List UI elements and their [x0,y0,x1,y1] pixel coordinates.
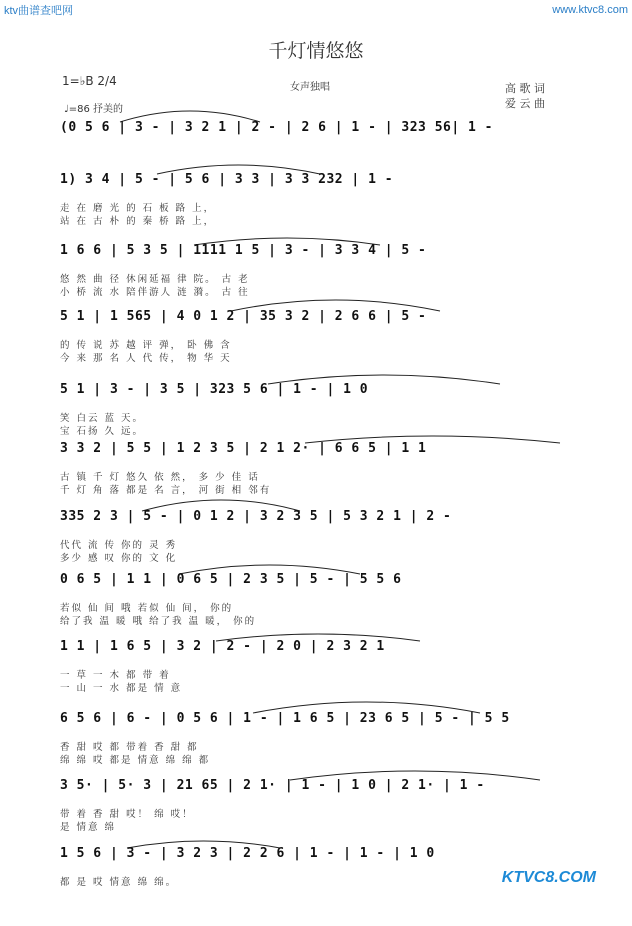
logo: KTVC8.COM [501,869,596,886]
notes-row: 1 6 6 | 5 3 5 | 1111 1 5 | 3 - | 3 3 4 | 5 - [60,243,427,258]
lyric-row-1: 香 甜 哎 都 带着 香 甜 都 [60,742,199,753]
notes-row: 3 5· | 5· 3 | 21 65 | 2 1· | 1 - | 1 0 | 2 1· | 1 - [60,778,485,793]
composer-label: 爱 云 曲 [505,97,545,110]
singer-label: 女声独唱 [290,82,330,93]
lyric-row-1: 代代 流 传 你的 灵 秀 [60,540,178,551]
lyric-row-2: 千 灯 角 落 都是 名 言， 河 街 相 邻有 [60,485,272,496]
lyric-row-1: 笑 白云 蓝 天。 [60,413,145,424]
lyric-row-1: 都 是 哎 情意 绵 绵。 [60,877,178,888]
notes-row: 1) 3 4 | 5 - | 5 6 | 3 3 | 3 3 232 | 1 - [60,172,394,187]
lyric-row-1: 悠 然 曲 径 休闲延福 律 院。 古 老 [60,274,250,285]
lyric-row-2: 多少 感 叹 你的 文 化 [60,553,178,564]
notes-row: 5 1 | 3 - | 3 5 | 323 5 6 | 1 - | 1 0 [60,382,369,397]
watermark-right: www.ktvc8.com [552,4,628,16]
notes-row: (0 5 6 | 3 - | 3 2 1 | 2 - | 2 6 | 1 - | 323 56| 1 - [60,120,493,135]
tempo-mark: ♩=86 抒美的 [64,104,123,115]
notes-row: 3 3 2 | 5 5 | 1 2 3 5 | 2 1 2· | 6 6 5 | 1 1 [60,441,427,456]
watermark-left: ktv曲谱查吧网 [4,5,74,17]
notes-row: 0 6 5 | 1 1 | 0 6 5 | 2 3 5 | 5 - | 5 5 6 [60,572,402,587]
notes-row: 335 2 3 | 5 - | 0 1 2 | 3 2 3 5 | 5 3 2 1 | 2 - [60,509,452,524]
lyric-row-1: 带 着 香 甜 哎！ 绵 哎！ [60,809,194,820]
lyric-row-2: 站 在 古 朴 的 秦 桥 路 上， [60,216,216,227]
lyric-row-2: 绵 绵 哎 都是 情意 绵 绵 都 [60,755,211,766]
lyric-row-1: 若似 仙 间 哦 若似 仙 间， 你的 [60,603,234,614]
lyric-row-2: 给了我 温 暖 哦 给了我 温 暖， 你的 [60,616,257,627]
notes-row: 1 5 6 | 3 - | 3 2 3 | 2 2 6 | 1 - | 1 - | 1 0 [60,846,435,861]
lyric-row-1: 一 草 一 木 都 带 着 [60,670,171,681]
lyric-row-2: 今 来 那 名 人 代 传， 物 华 天 [60,353,232,364]
page-title: 千灯情悠悠 [268,40,364,62]
notes-row: 6 5 6 | 6 - | 0 5 6 | 1 - | 1 6 5 | 23 6 5 | 5 - | 5 5 [60,711,510,726]
lyric-row-1: 的 传 说 苏 越 评 弹， 卧 佛 含 [60,340,232,351]
lyric-row-2: 小 桥 流 水 陪伴游人 涟 漪。 古 往 [60,287,250,298]
lyric-row-2: 一 山 一 水 都是 情 意 [60,683,183,694]
key-signature: 1=♭B 2/4 [62,74,117,88]
lyric-row-1: 古 镇 千 灯 悠久 依 然， 多 少 佳 话 [60,472,260,483]
lyricist-label: 高 歌 词 [505,82,545,95]
lyric-row-2: 宝 石扬 久 远。 [60,426,145,437]
notes-row: 1 1 | 1 6 5 | 3 2 | 2 - | 2 0 | 2 3 2 1 [60,639,385,654]
notes-row: 5 1 | 1 565 | 4 0 1 2 | 35 3 2 | 2 6 6 | 5 - [60,309,427,324]
lyric-row-2: 是 情意 绵 [60,822,117,833]
lyric-row-1: 走 在 磨 光 的 石 板 路 上， [60,203,216,214]
